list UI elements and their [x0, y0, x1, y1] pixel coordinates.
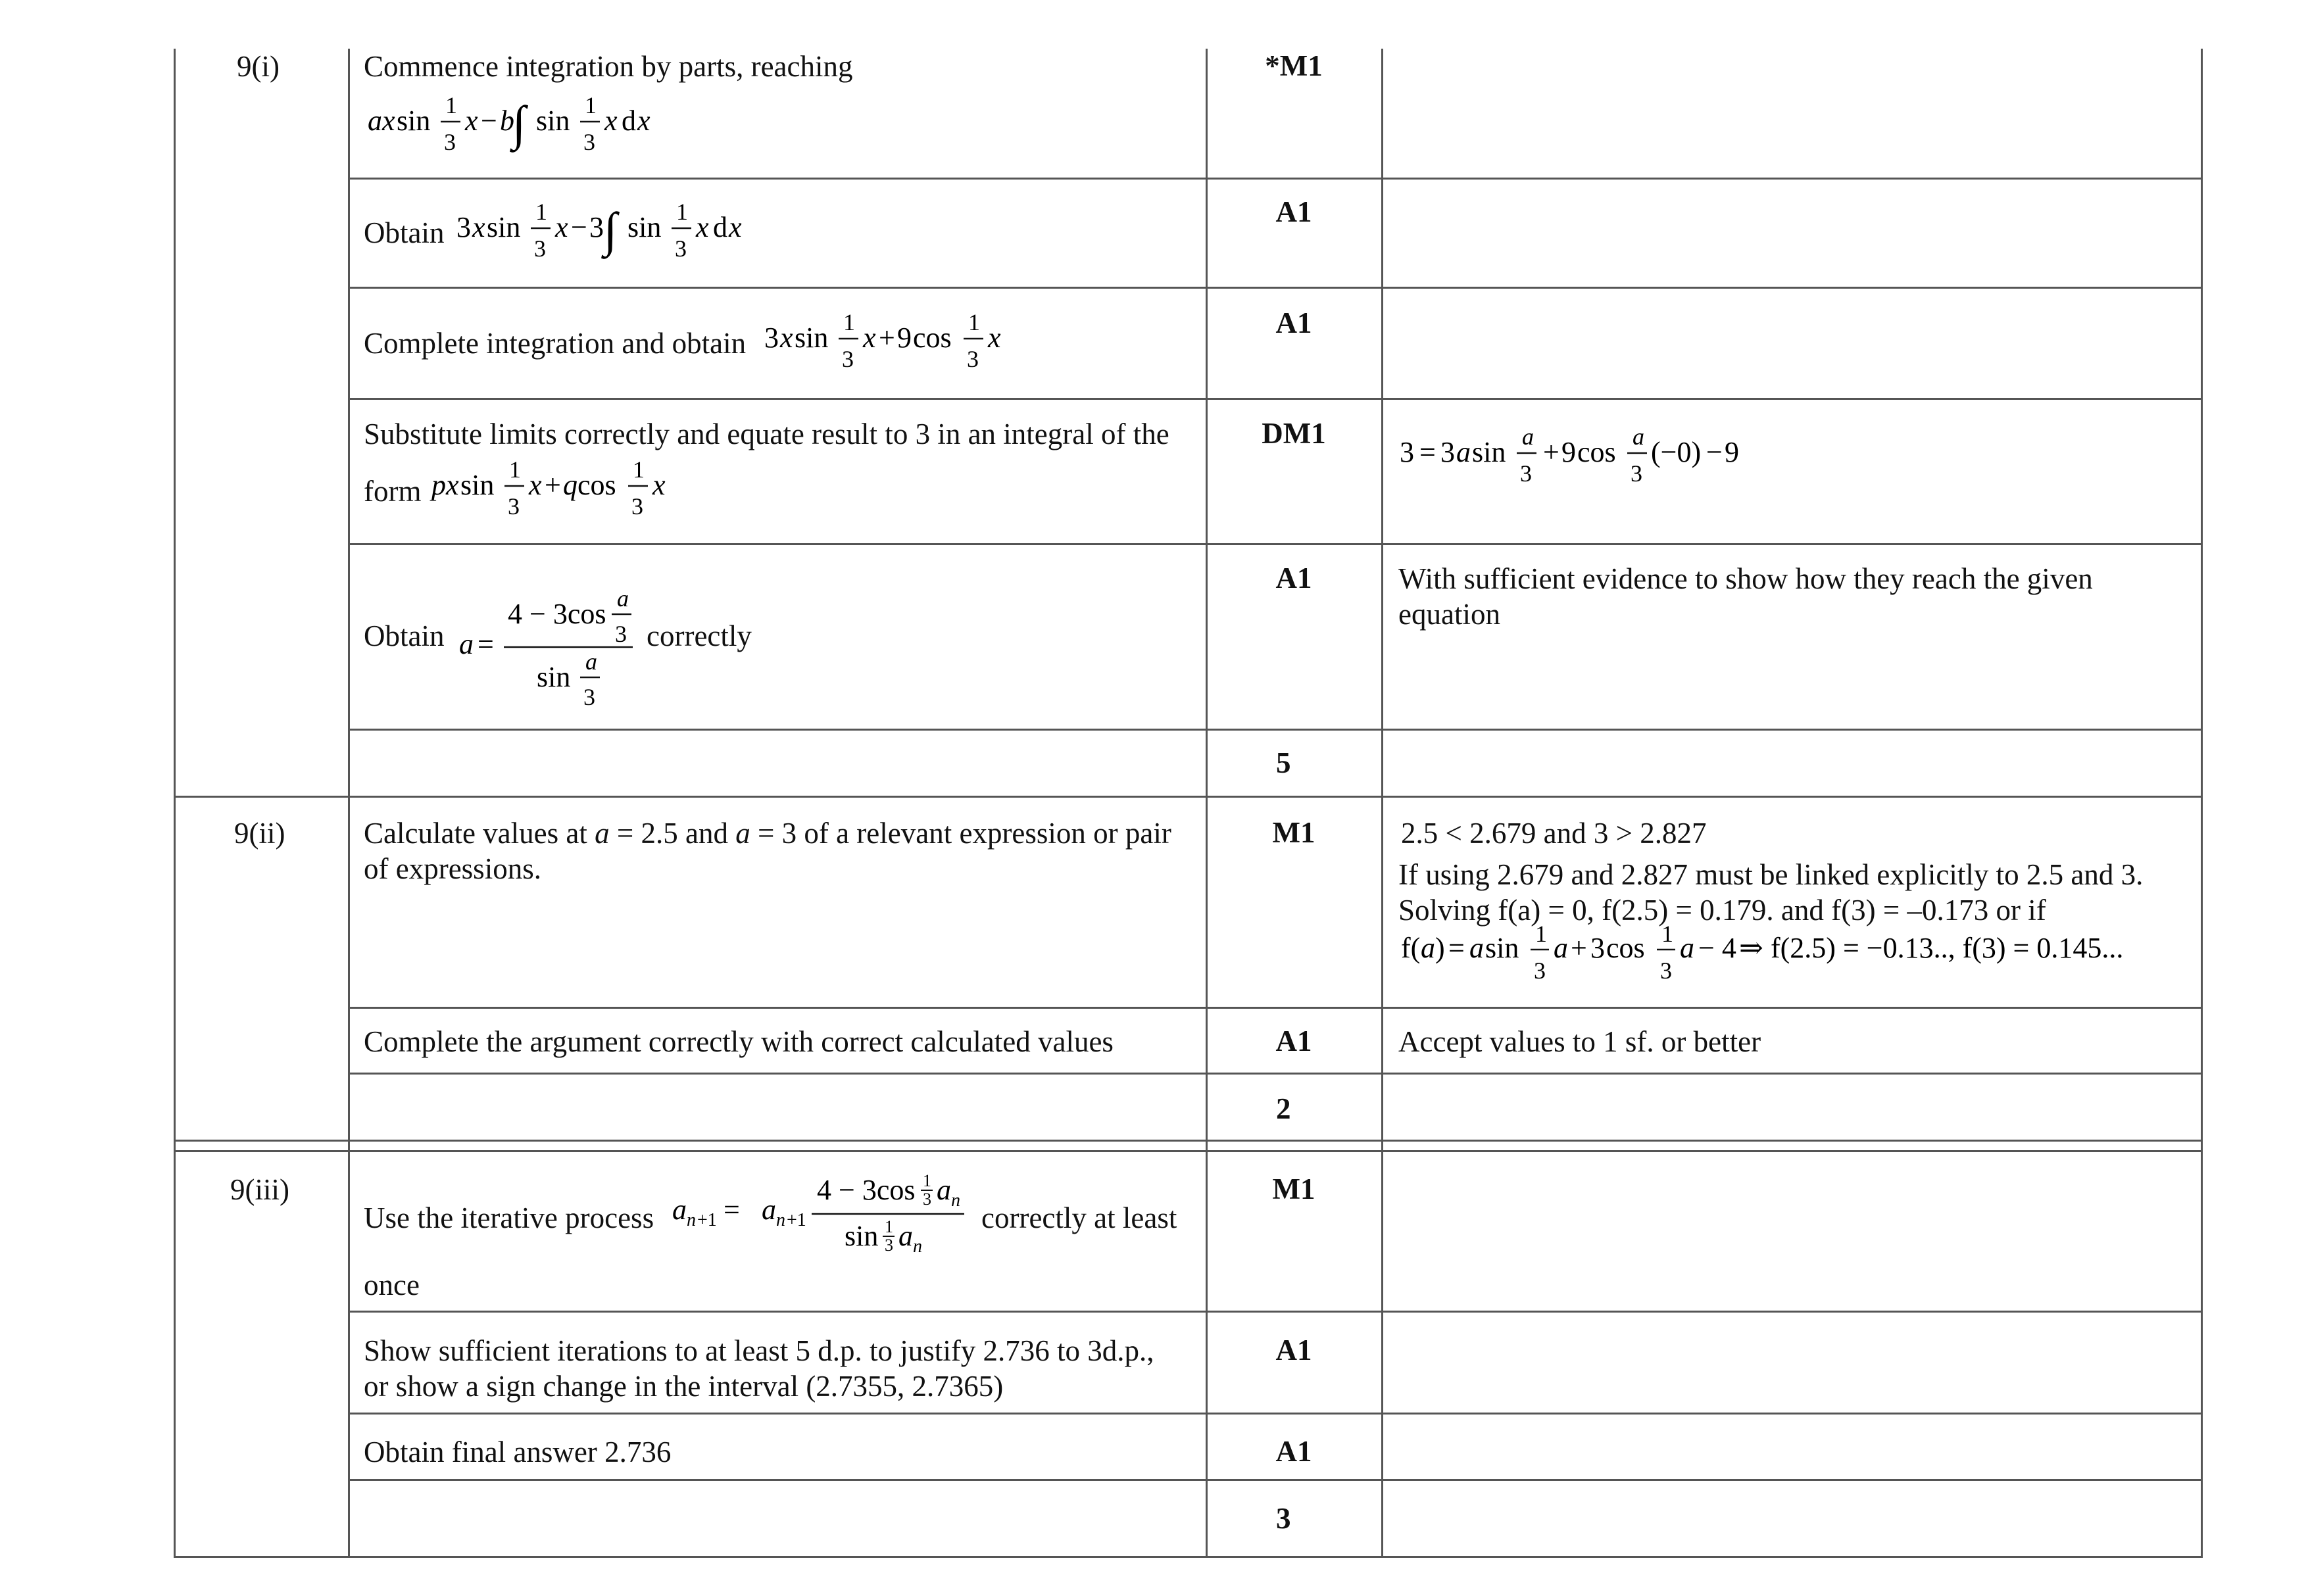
row-divider	[348, 178, 2203, 180]
svg-text:3: 3	[1440, 436, 1455, 468]
answer-text: Substitute limits correctly and equate result to 3 in an integral of the	[364, 418, 1169, 450]
svg-text:a: a	[1633, 423, 1644, 450]
svg-text:3: 3	[508, 493, 520, 520]
row-divider	[348, 1311, 2203, 1313]
table-border-right	[2201, 49, 2203, 1558]
svg-text:3: 3	[885, 1236, 893, 1255]
mark-code: DM1	[1262, 417, 1326, 450]
svg-text:=: =	[1419, 436, 1436, 468]
answer-text-prefix: Calculate values at	[364, 817, 595, 850]
svg-text:x: x	[729, 211, 742, 243]
answer-text: once	[364, 1269, 420, 1301]
svg-text:3: 3	[1631, 460, 1642, 487]
svg-text:3: 3	[1590, 932, 1605, 964]
var-a: a	[735, 817, 750, 850]
svg-text:3: 3	[1400, 436, 1414, 468]
svg-text:3: 3	[583, 684, 595, 710]
svg-text:a: a	[1469, 932, 1484, 964]
svg-text:+: +	[545, 469, 561, 501]
svg-text:sin: sin	[1485, 932, 1519, 964]
svg-text:4 − 3cos: 4 − 3cos	[508, 598, 606, 630]
question-number: 9(ii)	[234, 817, 285, 850]
svg-text:1: 1	[535, 199, 547, 225]
svg-text:1: 1	[445, 92, 457, 118]
svg-text:x: x	[555, 211, 568, 243]
svg-text:1: 1	[585, 92, 597, 118]
answer-text: of expressions.	[364, 852, 541, 885]
svg-text:d: d	[713, 211, 727, 243]
svg-text:∫: ∫	[604, 203, 618, 257]
svg-text:a: a	[762, 1194, 776, 1226]
guidance-text: equation	[1398, 598, 1500, 631]
svg-text:f(2.5) = −0.13.., f(3) = 0.145: f(2.5) = −0.13.., f(3) = 0.145...	[1771, 932, 2124, 964]
answer-text: Obtain	[364, 216, 445, 249]
svg-text:− 4: − 4	[1698, 932, 1736, 964]
svg-text:cos: cos	[913, 322, 952, 354]
svg-text:a: a	[1522, 423, 1534, 450]
svg-text:=: =	[478, 628, 494, 660]
row-divider	[348, 1007, 2203, 1009]
guidance-text: Accept values to 1 sf. or better	[1398, 1025, 1761, 1058]
svg-text:px: px	[431, 469, 459, 501]
svg-text:3: 3	[456, 211, 471, 243]
mark-code: A1	[1275, 195, 1312, 228]
svg-text:3: 3	[444, 129, 456, 155]
svg-text:x: x	[863, 322, 876, 354]
svg-text:x: x	[465, 105, 478, 137]
math-expression	[454, 566, 638, 723]
svg-text:a: a	[1421, 932, 1435, 964]
math-expression	[760, 301, 1023, 380]
math-expression	[428, 448, 677, 527]
answer-text: Commence integration by parts, reaching	[364, 50, 853, 83]
mark-code: A1	[1275, 1334, 1312, 1366]
question-number: 9(iii)	[230, 1173, 289, 1206]
svg-text:1: 1	[633, 456, 645, 483]
row-divider	[348, 1479, 2203, 1481]
svg-text:9: 9	[1725, 436, 1739, 468]
question-number: 9(i)	[237, 50, 280, 83]
svg-text:a: a	[937, 1174, 951, 1206]
section-divider	[174, 796, 2203, 798]
svg-text:+: +	[1571, 932, 1587, 964]
svg-text:3: 3	[764, 322, 779, 354]
answer-text: correctly at least	[981, 1201, 1177, 1234]
svg-text:−: −	[481, 105, 497, 137]
column-divider-question	[348, 49, 350, 1558]
svg-text:4 − 3cos: 4 − 3cos	[817, 1174, 916, 1206]
svg-text:=: =	[1448, 932, 1465, 964]
svg-text:n: n	[951, 1190, 960, 1211]
total-marks: 5	[1276, 746, 1291, 779]
svg-text:1: 1	[509, 456, 521, 483]
answer-text: Obtain final answer 2.736	[364, 1436, 672, 1468]
answer-text: Use the iterative process	[364, 1201, 654, 1234]
svg-text:a: a	[1680, 932, 1694, 964]
answer-text: Complete integration and obtain	[364, 327, 747, 360]
svg-text:sin: sin	[487, 211, 521, 243]
svg-text:sin: sin	[627, 211, 662, 243]
svg-text:b: b	[500, 105, 514, 137]
svg-text:∫: ∫	[512, 97, 526, 151]
row-divider	[348, 287, 2203, 289]
svg-text:3: 3	[583, 129, 595, 155]
table-border-bottom	[174, 1556, 2203, 1558]
svg-text:−: −	[1706, 436, 1723, 468]
column-divider-answer	[1206, 49, 1208, 1558]
mark-code: A1	[1275, 306, 1312, 339]
answer-text: or show a sign change in the interval (2.7355, 2.7365)	[364, 1370, 1004, 1403]
row-divider	[348, 543, 2203, 545]
svg-text:9: 9	[1561, 436, 1576, 468]
svg-text:x: x	[604, 105, 618, 137]
svg-text:+1: +1	[787, 1210, 806, 1230]
svg-text:a: a	[1456, 436, 1471, 468]
svg-text:n: n	[776, 1210, 785, 1230]
guidance-math	[1397, 416, 1765, 495]
svg-text:3: 3	[631, 493, 643, 520]
mark-code: *M1	[1265, 49, 1323, 82]
svg-text:ax: ax	[368, 105, 395, 137]
svg-text:1: 1	[1661, 921, 1673, 947]
svg-text:1: 1	[676, 199, 688, 225]
svg-text:−: −	[571, 211, 587, 243]
svg-text:x: x	[988, 322, 1001, 354]
mark-code: A1	[1275, 1025, 1312, 1057]
svg-text:a: a	[1554, 932, 1568, 964]
svg-text:1: 1	[968, 309, 980, 335]
svg-text:a: a	[617, 585, 629, 612]
answer-text	[364, 815, 1171, 851]
svg-text:sin: sin	[537, 661, 571, 693]
guidance-text: With sufficient evidence to show how they reach the given	[1398, 562, 2093, 595]
svg-text:sin: sin	[536, 105, 570, 137]
svg-text:a: a	[459, 628, 474, 660]
mark-code: M1	[1272, 816, 1315, 849]
answer-text: correctly	[647, 619, 752, 652]
guidance-text: If using 2.679 and 2.827 must be linked explicitly to 2.5 and 3.	[1398, 858, 2144, 891]
svg-text:q: q	[563, 469, 577, 501]
guidance-text: Solving f(a) = 0, f(2.5) = 0.179. and f(3) = –0.173 or if	[1398, 894, 2046, 927]
mark-code: M1	[1272, 1173, 1315, 1205]
svg-text:x: x	[637, 105, 651, 137]
column-divider-marks	[1381, 49, 1383, 1558]
svg-text:a: a	[898, 1220, 913, 1252]
svg-text:3: 3	[675, 235, 687, 262]
svg-text:x: x	[780, 322, 793, 354]
svg-text:1: 1	[1535, 921, 1547, 947]
svg-text:=: =	[724, 1194, 740, 1226]
svg-text:n: n	[913, 1236, 922, 1257]
svg-text:+: +	[879, 322, 895, 354]
guidance-math	[1398, 918, 2188, 997]
table-border-left	[174, 49, 176, 1558]
svg-text:f(: f(	[1401, 932, 1421, 964]
svg-text:d: d	[622, 105, 636, 137]
math-expression	[671, 1164, 980, 1269]
svg-text:x: x	[696, 211, 709, 243]
row-divider	[348, 1073, 2203, 1075]
svg-text:3: 3	[842, 346, 854, 372]
svg-text:sin: sin	[845, 1220, 879, 1252]
svg-text:cos: cos	[577, 469, 616, 501]
svg-text:sin: sin	[460, 469, 495, 501]
svg-text:a: a	[672, 1194, 687, 1226]
svg-text:x: x	[472, 211, 485, 243]
row-divider	[348, 1413, 2203, 1415]
svg-text:sin: sin	[1472, 436, 1506, 468]
svg-text:cos: cos	[1577, 436, 1616, 468]
svg-text:1: 1	[923, 1171, 931, 1190]
svg-text:⇒: ⇒	[1739, 932, 1763, 964]
svg-text:+: +	[1543, 436, 1559, 468]
svg-text:sin: sin	[397, 105, 431, 137]
mark-code: A1	[1275, 1435, 1312, 1468]
svg-text:1: 1	[885, 1217, 893, 1236]
row-divider	[348, 398, 2203, 400]
section-divider	[174, 1150, 2203, 1152]
value-text: = 2.5 and	[609, 817, 736, 850]
svg-text:n: n	[687, 1210, 696, 1230]
svg-text:3: 3	[1660, 957, 1672, 984]
answer-text: Obtain	[364, 619, 445, 652]
math-expression	[364, 84, 666, 163]
math-expression	[453, 191, 755, 270]
answer-text: Show sufficient iterations to at least 5 d.p. to justify 2.736 to 3d.p.,	[364, 1334, 1154, 1367]
svg-text:3: 3	[1534, 957, 1546, 984]
svg-text:+1: +1	[697, 1210, 717, 1230]
row-divider	[348, 729, 2203, 731]
svg-text:x: x	[652, 469, 666, 501]
svg-text:a: a	[585, 648, 597, 675]
svg-text:3: 3	[589, 211, 604, 243]
svg-text:3: 3	[615, 621, 627, 647]
value-text: = 3 of a relevant expression or pair	[750, 817, 1171, 850]
svg-text:3: 3	[534, 235, 546, 262]
answer-text: Complete the argument correctly with correct calculated values	[364, 1025, 1114, 1058]
guidance-text: 2.5 < 2.679 and 3 > 2.827	[1401, 817, 1707, 850]
svg-text:1: 1	[843, 309, 855, 335]
total-marks: 3	[1276, 1502, 1291, 1535]
section-divider	[174, 1140, 2203, 1142]
total-marks: 2	[1276, 1092, 1291, 1125]
svg-text:x: x	[529, 469, 542, 501]
svg-text:3: 3	[923, 1190, 931, 1209]
svg-text:cos: cos	[1606, 932, 1645, 964]
var-a: a	[595, 817, 610, 850]
answer-text: form	[364, 475, 422, 508]
mark-code: A1	[1275, 562, 1312, 594]
svg-text:(−0): (−0)	[1651, 436, 1702, 468]
svg-text:sin: sin	[795, 322, 829, 354]
svg-text:): )	[1435, 932, 1445, 964]
svg-text:3: 3	[1520, 460, 1532, 487]
svg-text:3: 3	[967, 346, 979, 372]
svg-text:9: 9	[897, 322, 912, 354]
